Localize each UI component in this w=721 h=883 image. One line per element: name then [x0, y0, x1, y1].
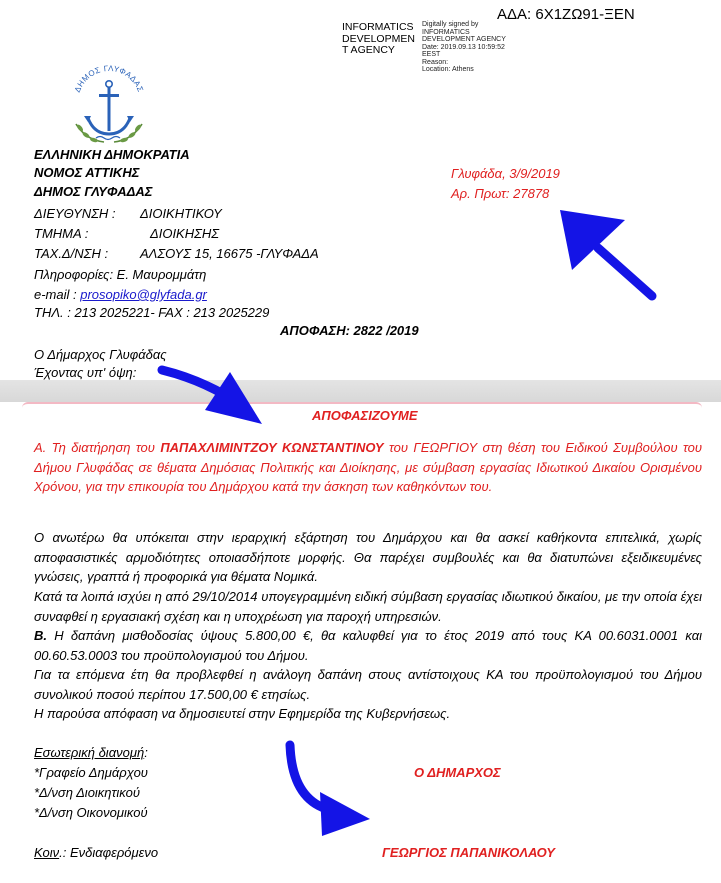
paragraph-b-text: Η δαπάνη μισθοδοσίας ύψους 5.800,00 €, θα καλυφθεί για το έτος 2019 από τους ΚΑ 00.6031.0001 και 00.60.53.0003 του προϋπολογισμού του Δήμου. — [34, 628, 702, 663]
signature-detail-line: Date: 2019.09.13 10:59:52 — [422, 43, 505, 51]
signature-org-line: T AGENCY — [342, 44, 395, 56]
header-department-label: ΤΜΗΜΑ : — [34, 226, 89, 241]
header-department-value: ΔΙΟΙΚΗΣΗΣ — [150, 226, 220, 241]
arrow-up-left-icon — [560, 210, 652, 296]
decision-number: ΑΠΟΦΑΣΗ: 2822 /2019 — [280, 323, 419, 338]
distribution-item: *Δ/νση Διοικητικού — [34, 785, 140, 800]
signature-detail-line: Reason: — [422, 58, 449, 66]
signature-detail-line: DEVELOPMENT AGENCY — [422, 36, 506, 43]
signature-org-line: INFORMATICS — [342, 21, 414, 33]
paragraph-publish: Η παρούσα απόφαση να δημοσιευτεί στην Εφημερίδα της Κυβερνήσεως. — [34, 706, 451, 721]
header-phone: ΤΗΛ. : 213 2025221- FAX : 213 2025229 — [34, 305, 270, 320]
paragraph-contract: Κατά τα λοιπά ισχύει η από 29/10/2014 υπογεγραμμένη ειδική σύμβαση εργασίας ιδιωτικού δικαίου, με την οποία έχει συναφθεί η εργασιακή σχέση και η υποχρέωση για παροχή υπηρεσιών. — [34, 589, 702, 624]
mayor-intro: Ο Δήμαρχος Γλυφάδας — [34, 347, 167, 362]
arrow-curved-down-icon — [162, 370, 262, 424]
signature-org-line: DEVELOPMEN — [342, 32, 415, 45]
logo-text: ΔΗΜΟΣ ΓΛΥΦΑΔΑΣ — [72, 63, 146, 94]
signature-detail-line: INFORMATICS — [422, 28, 470, 36]
section-heading: ΑΠΟΦΑΣΙΖΟΥΜΕ — [312, 408, 418, 423]
koin-label: Κοιν — [34, 845, 60, 860]
arrow-curved-right-icon — [290, 745, 370, 836]
paragraph-a-prefix: Α. Τη διατήρηση του — [34, 440, 161, 455]
email-link[interactable]: prosopiko@glyfada.gr — [80, 287, 207, 302]
header-address-label: ΤΑΧ.Δ/ΝΣΗ : — [34, 246, 109, 261]
distribution-item: *Δ/νση Οικονομικού — [34, 805, 148, 820]
paragraph-b-label: Β. — [34, 628, 47, 643]
header-address-value: ΑΛΣΟΥΣ 15, 16675 -ΓΛΥΦΑΔΑ — [140, 246, 319, 261]
ada-number: ΑΔΑ: 6Χ1ΖΩ91-ΞΕΝ — [497, 6, 635, 23]
header-direction-label: ΔΙΕΥΘΥΝΣΗ : — [34, 206, 116, 221]
signature-detail-line: EEST — [422, 51, 441, 58]
mayor-title: Ο ΔΗΜΑΡΧΟΣ — [414, 765, 501, 780]
header-prefecture: ΝΟΜΟΣ ΑΤΤΙΚΗΣ — [34, 165, 140, 180]
header-email-label: e-mail : — [34, 287, 81, 302]
distribution-item: *Γραφείο Δημάρχου — [34, 765, 148, 780]
protocol-line: Αρ. Πρωτ: 27878 — [451, 186, 550, 201]
signature-detail-line: Digitally signed by — [422, 21, 479, 28]
paragraph-future: Για τα επόμενα έτη θα προβλεφθεί η ανάλογη δαπάνη στους αντίστοιχους ΚΑ του προϋπολογισμού του Δήμου συνολικού ποσού περίπου 17.500,00 € ετησίως. — [34, 667, 702, 702]
paragraph-a-text: του ΓΕΩΡΓΙΟΥ στη θέση του Ειδικού Συμβούλου του Δήμου Γλυφάδας σε θέματα Δημόσιας Πολιτικής και Διοίκησης, με σύμβαση εργασίας Ιδιωτικού Δικαίου Ορισμένου Χρόνου, για την επικουρία του Δημάρχου κατά την άσκηση των καθηκόντων του. — [34, 440, 703, 494]
header-info: Πληροφορίες: Ε. Μαυρομμάτη — [34, 267, 207, 282]
distribution-title-text: Εσωτερική διανομή — [34, 745, 145, 760]
paragraph-duties: Ο ανωτέρω θα υπόκειται στην ιεραρχική εξάρτηση του Δημάρχου και θα ασκεί καθήκοντα επιτελικά, χωρίς αποφασιστικές αρμοδιότητες οποιασδήποτε μορφής. Θα παρέχει συμβουλές και θα διατυπώνει εξειδικευμένες γνώσεις, γραπτά ή προφορικά για θέματα Νομικά. — [34, 530, 702, 584]
date-line: Γλυφάδα, 3/9/2019 — [451, 166, 560, 181]
header-republic: ΕΛΛΗΝΙΚΗ ΔΗΜΟΚΡΑΤΙΑ — [34, 147, 190, 162]
koin-text: .: Ενδιαφερόμενο — [59, 845, 159, 860]
considering-line: Έχοντας υπ' όψη: — [34, 365, 137, 380]
distribution-title-colon: : — [144, 745, 148, 760]
header-direction-value: ΔΙΟΙΚΗΤΙΚΟΥ — [140, 206, 222, 221]
signature-detail-line: Location: Athens — [422, 66, 474, 73]
employee-name: ΠΑΠΑΧΛΙΜΙΝΤΖΟΥ ΚΩΝΣΤΑΝΤΙΝΟΥ — [160, 440, 384, 455]
mayor-name: ΓΕΩΡΓΙΟΣ ΠΑΠΑΝΙΚΟΛΑΟΥ — [382, 845, 555, 860]
header-municipality: ΔΗΜΟΣ ΓΛΥΦΑΔΑΣ — [34, 184, 153, 199]
